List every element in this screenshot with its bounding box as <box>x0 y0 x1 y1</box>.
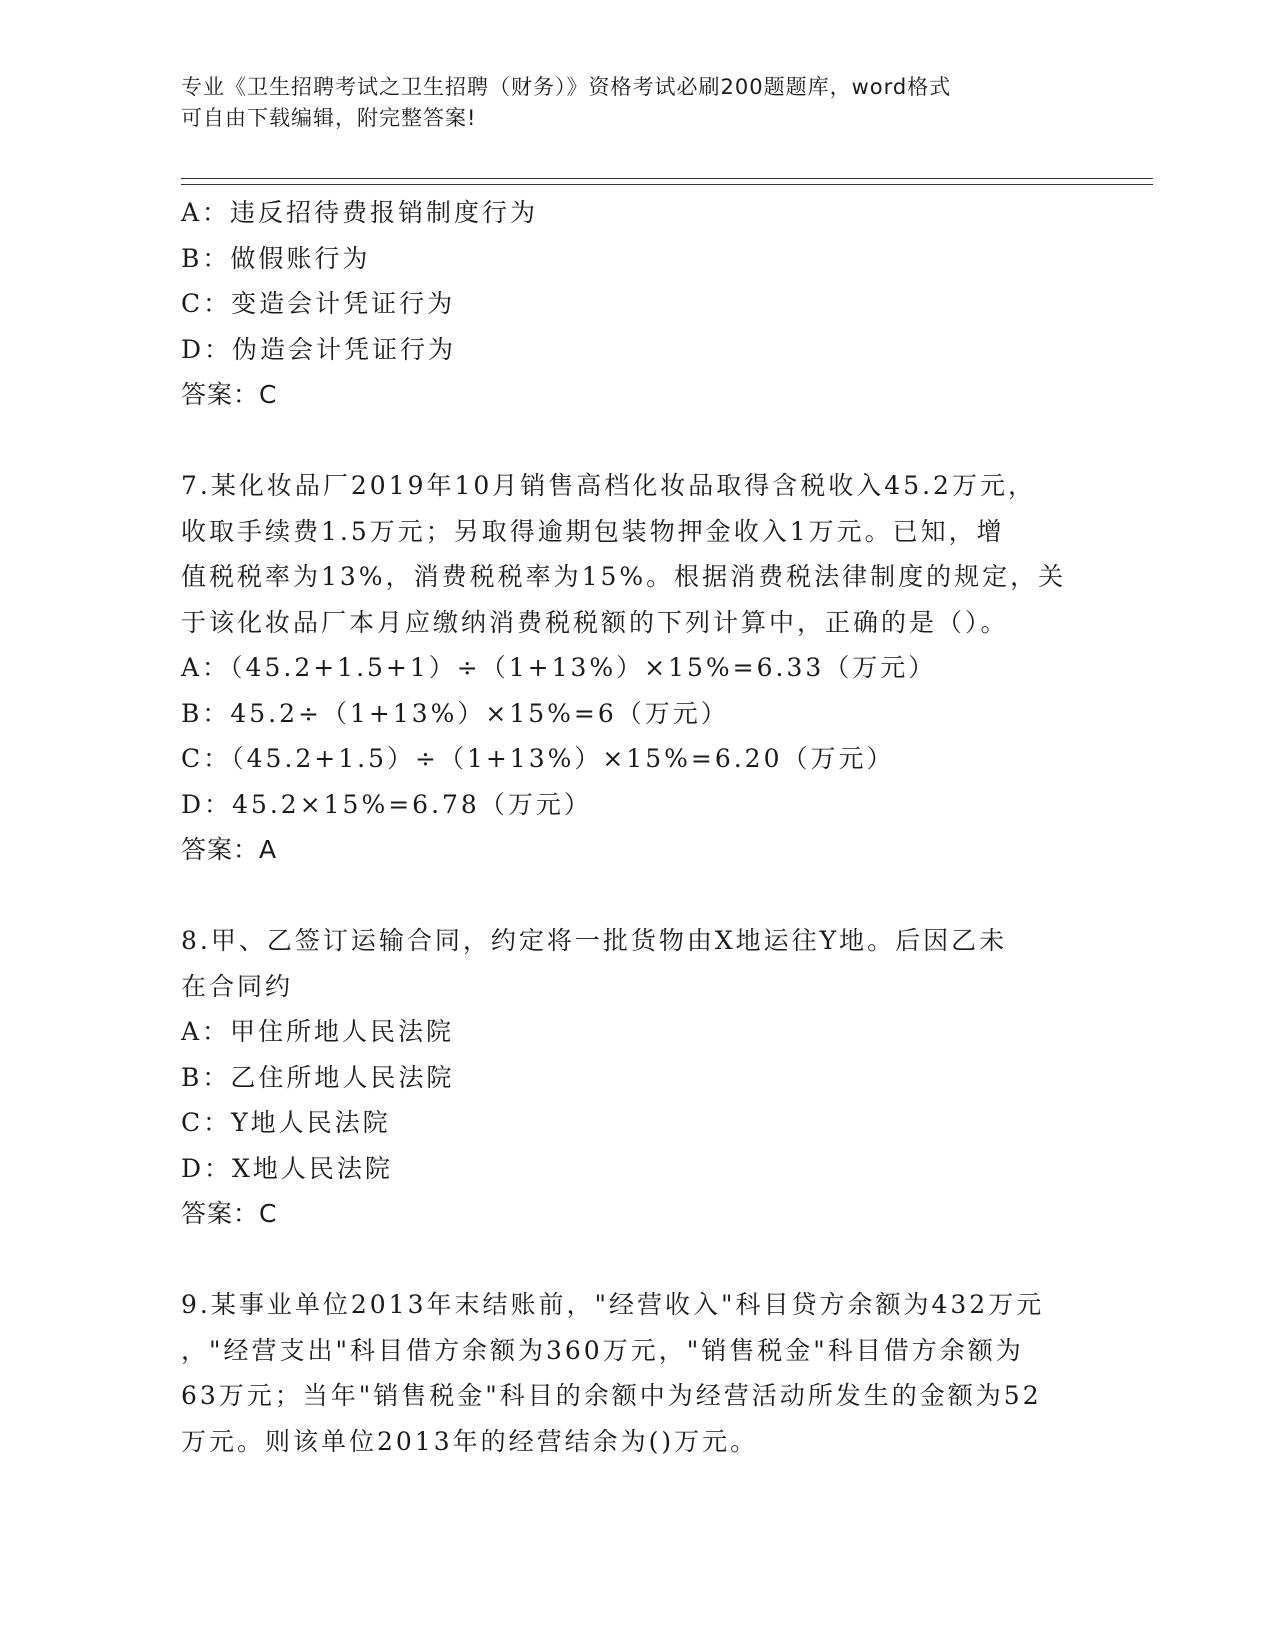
header-divider <box>181 184 1153 185</box>
option-b: B：乙住所地人民法院 <box>181 1062 455 1092</box>
question-6 <box>181 190 1081 418</box>
answer: 答案：A <box>181 835 278 864</box>
option-d: D：45.2×15%=6.78（万元） <box>181 789 592 819</box>
answer: 答案：C <box>181 380 278 409</box>
question-text-line: 在合同约 <box>181 971 294 1001</box>
header-line: 专业《卫生招聘考试之卫生招聘（财务）》资格考试必刷200题题库，word格式 <box>181 75 952 99</box>
question-text-line: 收取手续费1.5万元；另取得逾期包装物押金收入1万元。已知，增 <box>181 516 1005 546</box>
question-text-line: 9.某事业单位2013年末结账前，"经营收入"科目贷方余额为432万元 <box>181 1290 1045 1319</box>
spacer <box>181 1237 1081 1283</box>
header-line: 可自由下载编辑，附完整答案! <box>181 106 477 130</box>
option-a: A：甲住所地人民法院 <box>181 1017 455 1046</box>
document-body <box>181 190 1081 1464</box>
question-text-line: 7.某化妆品厂2019年10月销售高档化妆品取得含税收入45.2万元， <box>181 471 1036 500</box>
question-8 <box>181 918 1081 1237</box>
option-c: C：（45.2+1.5）÷（1+13%）×15%=6.20（万元） <box>181 744 895 773</box>
question-text-line: 63万元；当年"销售税金"科目的余额中为经营活动所发生的金额为52 <box>181 1381 1042 1410</box>
question-9 <box>181 1282 1081 1464</box>
header-divider <box>181 178 1153 179</box>
option-d: D：伪造会计凭证行为 <box>181 334 457 364</box>
option-c: C：Y地人民法院 <box>181 1108 391 1137</box>
question-text-line: ，"经营支出"科目借方余额为360万元，"销售税金"科目借方余额为 <box>181 1335 1024 1365</box>
spacer <box>181 873 1081 919</box>
option-d: D：X地人民法院 <box>181 1153 393 1183</box>
page-header <box>181 72 1061 134</box>
question-text-line: 万元。则该单位2013年的经营结余为()万元。 <box>181 1426 759 1456</box>
question-7 <box>181 463 1081 873</box>
option-a: A：违反招待费报销制度行为 <box>181 198 539 227</box>
question-text-line: 值税税率为13%，消费税税率为15%。根据消费税法律制度的规定，关 <box>181 562 1067 591</box>
spacer <box>181 418 1081 464</box>
question-text-line: 于该化妆品厂本月应缴纳消费税税额的下列计算中，正确的是（）。 <box>181 607 1009 637</box>
option-a: A：（45.2+1.5+1）÷（1+13%）×15%=6.33（万元） <box>181 653 937 682</box>
option-b: B：45.2÷（1+13%）×15%=6（万元） <box>181 698 729 728</box>
answer: 答案：C <box>181 1199 278 1228</box>
option-b: B：做假账行为 <box>181 243 371 273</box>
option-c: C：变造会计凭证行为 <box>181 289 456 318</box>
question-text-line: 8.甲、乙签订运输合同，约定将一批货物由X地运往Y地。后因乙未 <box>181 926 1008 955</box>
